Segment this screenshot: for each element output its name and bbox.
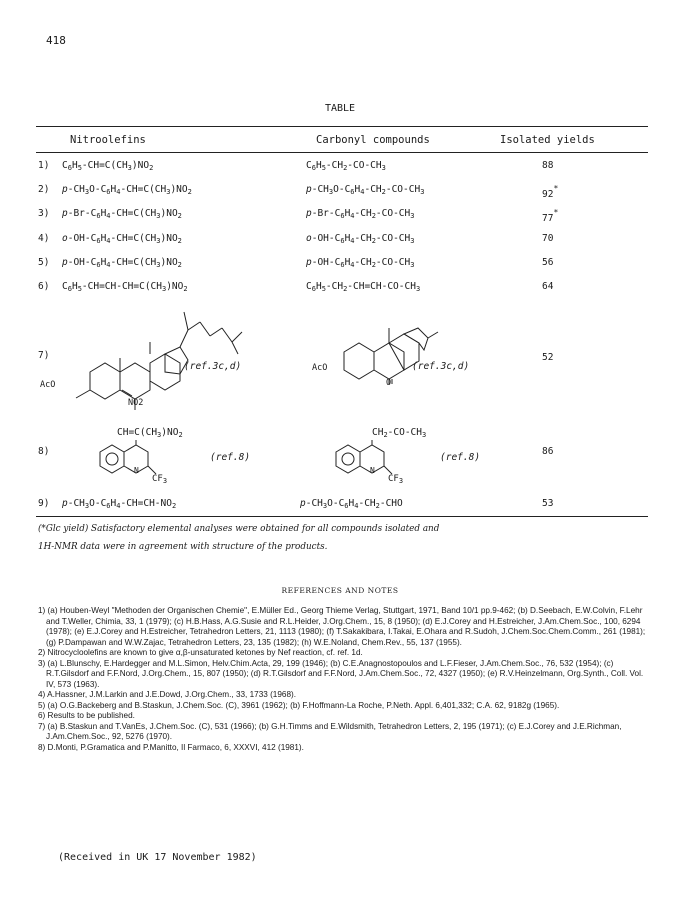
nitroolefin-cell: $C_6H_5-CH=C(CH_3)NO_2$ <box>62 160 154 172</box>
header-carbonyl: Carbonyl compounds <box>316 134 430 146</box>
row7-yield: 52 <box>542 352 554 363</box>
carbonyl-cell: $C_6H_5-CH_2-CO-CH_3$ <box>306 160 386 172</box>
reference-item: 7) (a) B.Staskun and T.VanEs, J.Chem.Soc. (C), 531 (1966); (b) G.H.Timms and E.Wildsmith, Tetrahedron Letters, 2, 195 (1971); (c) E.J.Corey and J.E.Richman, J.Am.Chem.Soc., 92, 5276 (1970). <box>38 721 622 741</box>
row8-cf3-left: $CF_3$ <box>152 474 168 485</box>
table-row <box>38 233 648 251</box>
reference-item: 4) A.Hassner, J.M.Larkin and J.E.Dowd, J.Org.Chem., 33, 1733 (1968). <box>38 690 297 699</box>
row9-nitroolefin: $p-CH_3O-C_6H_4-CH=CH-NO_2$ <box>62 498 177 510</box>
glc-mark: * <box>553 184 559 193</box>
footnote-line-1: (*Glc yield) Satisfactory elemental analyses were obtained for all compounds isolated and <box>38 524 440 534</box>
yield-cell: 92* <box>542 184 559 200</box>
row7-aco-right: AcO <box>312 363 328 373</box>
row7-no2: NO2 <box>128 398 144 408</box>
yield-cell: 64 <box>542 281 554 292</box>
row8-nitro-chain: $CH=C(CH_3)NO_2$ <box>117 427 183 439</box>
row8-carbonyl-chain: $CH_2-CO-CH_3$ <box>372 427 427 439</box>
row7-ref-left: (ref.3c,d) <box>184 361 242 372</box>
row8-ref-left: (ref.8) <box>210 452 251 463</box>
row9-number: 9) <box>38 498 50 509</box>
glc-mark: * <box>553 208 559 217</box>
row7-ref-right: (ref.3c,d) <box>412 361 470 372</box>
carbonyl-cell: $p-Br-C_6H_4-CH_2-CO-CH_3$ <box>306 208 415 220</box>
reference-item: 5) (a) O.G.Backeberg and B.Staskun, J.Chem.Soc. (C), 3961 (1962); (b) F.Hoffmann-La Roche, P.Neth. Appl. 6,401,332; C.A. 62, 9182g (1965). <box>38 700 560 710</box>
table-row <box>38 184 648 202</box>
row-number: 3) <box>38 208 50 219</box>
table-top-rule <box>36 126 648 127</box>
nitroolefin-cell: $o-OH-C_6H_4-CH=C(CH_3)NO_2$ <box>62 233 182 245</box>
table-row <box>38 208 648 226</box>
table-row <box>38 160 648 178</box>
carbonyl-cell: $o-OH-C_6H_4-CH_2-CO-CH_3$ <box>306 233 415 245</box>
references-list <box>38 606 652 753</box>
received-date: (Received in UK 17 November 1982) <box>58 852 257 863</box>
references-title: REFERENCES AND NOTES <box>281 586 399 595</box>
row7-ketone-o: O <box>386 378 392 388</box>
carbonyl-cell: $p-OH-C_6H_4-CH_2-CO-CH_3$ <box>306 257 415 269</box>
nitroolefin-cell: $C_6H_5-CH=CH-CH=C(CH_3)NO_2$ <box>62 281 188 293</box>
row-number: 4) <box>38 233 50 244</box>
row8-yield: 86 <box>542 446 554 457</box>
page-number: 418 <box>46 34 66 47</box>
row-number: 5) <box>38 257 50 268</box>
yield-cell: 88 <box>542 160 554 171</box>
nitroolefin-cell: $p-OH-C_6H_4-CH=C(CH_3)NO_2$ <box>62 257 182 269</box>
yield-cell: 77* <box>542 208 559 224</box>
carbonyl-cell: $p-CH_3O-C_6H_4-CH_2-CO-CH_3$ <box>306 184 425 196</box>
row7-number: 7) <box>38 350 50 361</box>
row8-cf3-right: $CF_3$ <box>388 474 404 485</box>
row-number: 2) <box>38 184 50 195</box>
yield-cell: 70 <box>542 233 554 244</box>
nitroolefin-cell: $p-CH_3O-C_6H_4-CH=C(CH_3)NO_2$ <box>62 184 192 196</box>
row7-aco-left: AcO <box>40 380 56 390</box>
row8-number: 8) <box>38 446 50 457</box>
reference-item: 3) (a) L.Blunschy, E.Hardegger and M.L.Simon, Helv.Chim.Acta, 29, 199 (1946); (b) C.E.Anagnostopoulos and L.F.Fieser, J.Am.Chem.Soc., 76, 532 (1954); (c) R.T.Gilsdorf and F.F.Nord, J.Org.Chem., 15, 807 (1950); (d) R.T.Gilsdorf and F.F.Nord, J.Am.Chem.Soc., 72, 4327 (1950); (e) R.V.Heinzelmann, Org.Synth., Coll. Vol. IV, 573 (1963). <box>38 658 644 689</box>
row9-carbonyl: $p-CH_3O-C_6H_4-CH_2$-CHO <box>300 498 403 510</box>
table-bottom-rule <box>36 516 648 517</box>
row-number: 6) <box>38 281 50 292</box>
yield-cell: 56 <box>542 257 554 268</box>
reference-item: 8) D.Monti, P.Gramatica and P.Manitto, Il Farmaco, 6, XXXVI, 412 (1981). <box>38 742 304 752</box>
carbonyl-cell: $C_6H_5-CH_2-CH=CH-CO-CH_3$ <box>306 281 421 293</box>
table-row <box>38 257 648 275</box>
footnote-line-2: 1H-NMR data were in agreement with structure of the products. <box>38 542 328 552</box>
reference-item: 6) Results to be published. <box>38 711 135 720</box>
table-header-rule <box>36 152 648 153</box>
reference-item: 1) (a) Houben-Weyl "Methoden der Organischen Chemie", E.Müller Ed., Georg Thieme Verlag, Stuttgart, 1971, Band 10/1 pp.9-462; (b) D.Seebach, E.W.Colvin, F.Lehr and T.Weller, Chimia, 33, 1 (1979); (c) H.B.Hass, A.G.Susie and R.L.Heider, J.Org.Chem., 15, 8 (1950); (d) E.J.Corey and H.Estreicher, J.Am.Chem.Soc., 100, 6294 (1978); (e) E.J.Corey and H.Estreicher, Tetrahedron Letters, 21, 1113 (1980); (f) T.Sakakibara, I.Takai, E.Ohara and R.Sudoh, J.Chem.Soc.Chem.Comm., 261 (1981); (g) P.Dampawan and W.W.Zajac, Tetrahedron Letters, 23, 135 (1982); (h) W.E.Noland, Chem.Rev., 55, 137 (1955). <box>38 606 646 647</box>
header-yields: Isolated yields <box>500 134 595 146</box>
row8-ref-right: (ref.8) <box>440 452 481 463</box>
row9-yield: 53 <box>542 498 554 509</box>
row8-n-right: N <box>370 466 375 475</box>
row8-n-left: N <box>134 466 139 475</box>
row-number: 1) <box>38 160 50 171</box>
nitroolefin-cell: $p-Br-C_6H_4-CH=C(CH_3)NO_2$ <box>62 208 182 220</box>
reference-item: 2) Nitrocycloolefins are known to give α,β-unsaturated ketones by Nef reaction, cf. ref. 1d. <box>38 648 363 657</box>
header-nitroolefins: Nitroolefins <box>70 134 146 146</box>
table-row <box>38 281 648 299</box>
table-title: TABLE <box>324 103 356 114</box>
